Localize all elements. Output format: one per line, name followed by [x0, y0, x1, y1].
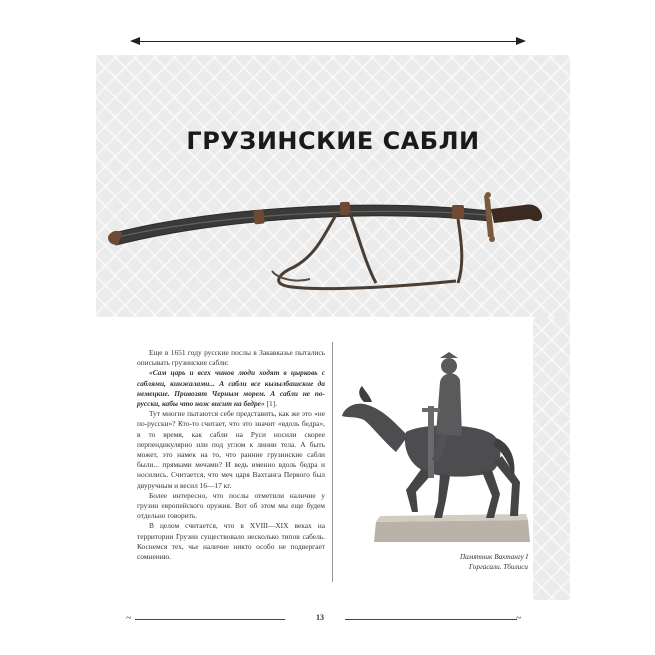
caption-line-2: Горгасали. Тбилиси	[469, 563, 528, 571]
column-divider	[332, 342, 333, 582]
paragraph-intro: Еще в 1651 году русские послы в Закавказье пытались описывать грузинские сабли:	[137, 348, 325, 368]
flourish-right-icon: ~	[516, 613, 522, 624]
paragraph-4: В целом считается, что в XVIII—XIX веках на территории Грузии существовало несколько типов сабель. Коснемся тех, чье наличие никто особо не подвергает сомнению.	[137, 521, 325, 562]
equestrian-statue-icon	[336, 352, 530, 542]
paragraph-2: Тут многие пытаются себе представить, как же это «не по-русски»? Кто-то считает, что это значит «вдоль бедра», в то время, как сабли на Руси носили скорее перпендикулярно или под углом к линии тела. А быть может, это намек на то, что ранние грузинские сабли были... прямыми мечами? И ведь именно вдоль бедра и носились. Считается, что меч царя Вахтанга Первого был двуручным и весил 16—17 кг.	[137, 409, 325, 490]
bottom-rule-left	[135, 619, 285, 620]
page-number: 13	[316, 613, 324, 622]
page-title: ГРУЗИНСКИЕ САБЛИ	[186, 127, 480, 155]
quote-text: «Сам царь и всех чинов люди ходят в цырковь с саблями, кинжалами... А сабли все кызылбашские да немецкие. Привозят Черным морем. А сабли не по-русски, кабы что нож висит на бедре»	[137, 368, 325, 409]
ornamental-side-strip	[533, 317, 570, 600]
paragraph-3: Более интересно, что послы отметили наличие у грузин европейского оружия. Вот об этом мы еще будем отдельно говорить.	[137, 490, 325, 521]
historical-quote	[137, 368, 325, 409]
bottom-rule-right	[345, 619, 517, 620]
rule-arrow-right-icon	[516, 37, 526, 45]
flourish-left-icon: ~	[126, 613, 132, 624]
caption-line-1: Памятник Вахтангу I	[459, 553, 528, 561]
photo-caption	[400, 552, 528, 572]
top-decorative-rule	[138, 41, 518, 42]
quote-reference: [1].	[264, 399, 277, 409]
saber-photo	[96, 175, 570, 315]
article-text	[137, 348, 325, 562]
statue-photo	[336, 352, 530, 542]
saber-icon	[96, 175, 570, 315]
